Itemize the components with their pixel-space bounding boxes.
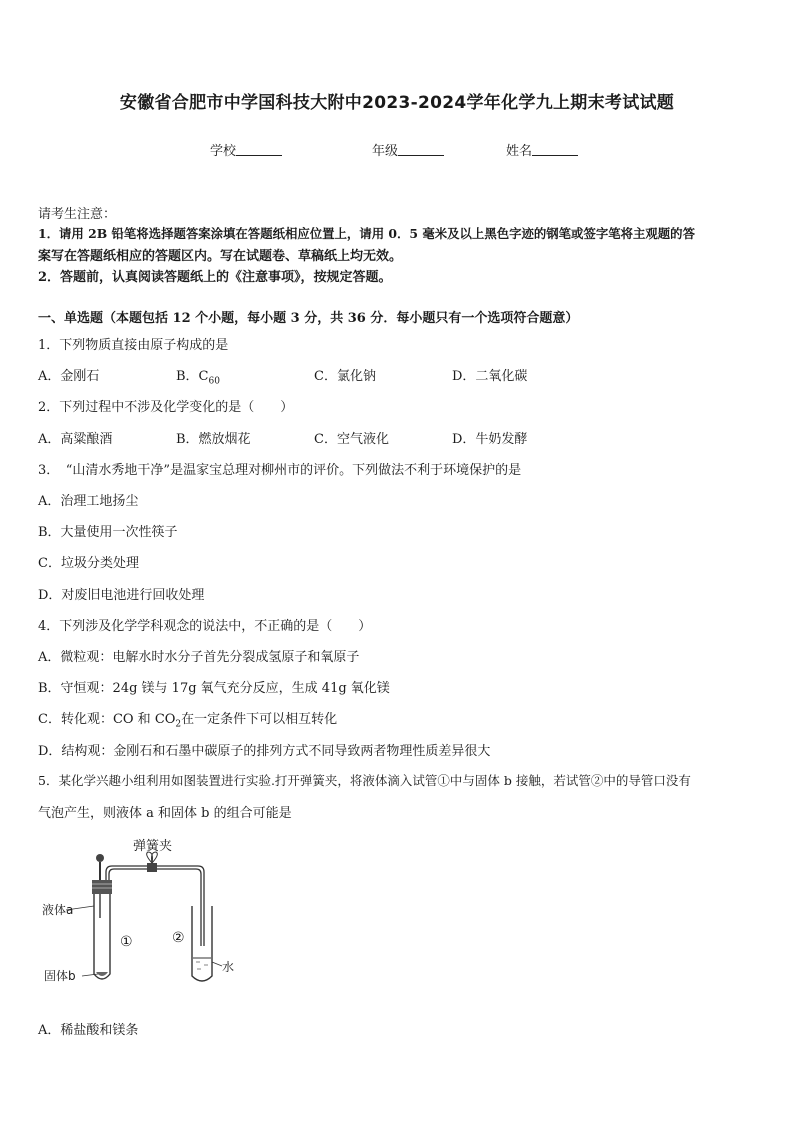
school-field[interactable] [210,140,282,159]
test-tube-1 [94,894,110,979]
stopper-1 [92,880,112,894]
notice-line-2: 2．答题前，认真阅读答题纸上的《注意事项》，按规定答题。 [38,270,392,285]
section-heading: 一、单选题（本题包括 12 个小题，每小题 3 分，共 36 分．每小题只有一个选项符合题意） [38,311,579,326]
q5-stem-line-2: 气泡产生，则液体 a 和固体 b 的组合可能是 [38,806,292,821]
grade-label: 年级 [372,144,399,159]
solid-b-label: 固体b [44,969,76,983]
name-blank[interactable] [532,143,578,156]
q1-stem: 1．下列物质直接由原子构成的是 [38,338,229,353]
q2-option-d: D．牛奶发酵 [452,432,528,447]
q4-option-c: C．转化观：CO 和 $CO_2$在一定条件下可以相互转化 [38,712,338,730]
water-label: 水 [222,960,235,974]
school-blank[interactable] [236,143,282,156]
q4-stem: 4．下列涉及化学学科观念的说法中，不正确的是（ ） [38,619,372,634]
liquid-a-label: 液体a [42,903,74,917]
q1-option-a: A．金刚石 [38,369,100,384]
q2-stem: 2．下列过程中不涉及化学变化的是（ ） [38,400,294,415]
q2-option-a: A．高粱酿酒 [38,432,113,447]
grade-blank[interactable] [398,143,444,156]
name-label: 姓名 [506,144,533,159]
q3-option-a: A．治理工地扬尘 [38,494,139,509]
page-title: 安徽省合肥市中学国科技大附中2023-2024学年化学九上期末考试试题 [119,93,675,113]
test-tube-2 [192,906,212,981]
spring-clamp [147,863,157,872]
q2-option-c: C．空气液化 [314,432,389,447]
school-label: 学校 [210,144,237,159]
tube-2-label: ② [172,930,185,946]
q3-stem: 3． “山清水秀地干净”是温家宝总理对柳州市的评价。下列做法不利于环境保护的是 [38,463,522,478]
name-field[interactable] [506,140,578,159]
q3-option-d: D．对废旧电池进行回收处理 [38,588,205,603]
grade-field[interactable] [372,140,444,159]
notice-heading: 请考生注意： [38,207,117,222]
clamp-label: 弹簧夹 [133,839,173,854]
q4-option-a: A．微粒观：电解水时水分子首先分裂成氢原子和氧原子 [38,650,360,665]
q4-option-b: B．守恒观：24g 镁与 17g 氧气充分反应，生成 41g 氧化镁 [38,681,390,696]
notice-line-1a: 1．请用 2B 铅笔将选择题答案涂填在答题纸相应位置上，请用 0．5 毫米及以上黑色字迹的钢笔或签字笔将主观题的答 [38,226,695,241]
q5-stem-line-1: 5．某化学兴趣小组利用如图装置进行实验.打开弹簧夹，将液体滴入试管①中与固体 b 接触，若试管②中的导管口没有 [38,773,691,788]
q3-option-c: C．垃圾分类处理 [38,556,139,571]
q3-option-b: B．大量使用一次性筷子 [38,525,178,540]
tube-1-label: ① [120,934,133,950]
q1-option-b: B．$C_{60}$ [176,369,220,387]
q1-option-c: C．氯化钠 [314,369,376,384]
apparatus-diagram [36,834,256,994]
q1-option-d: D．二氧化碳 [452,369,528,384]
notice-line-1b: 案写在答题纸相应的答题区内。写在试题卷、草稿纸上均无效。 [38,249,403,264]
q4-option-d: D．结构观：金刚石和石墨中碳原子的排列方式不同导致两者物理性质差异很大 [38,744,491,759]
q2-option-b: B．燃放烟花 [176,432,251,447]
q5-option-a: A．稀盐酸和镁条 [38,1023,139,1038]
dropper-bulb [96,854,104,862]
